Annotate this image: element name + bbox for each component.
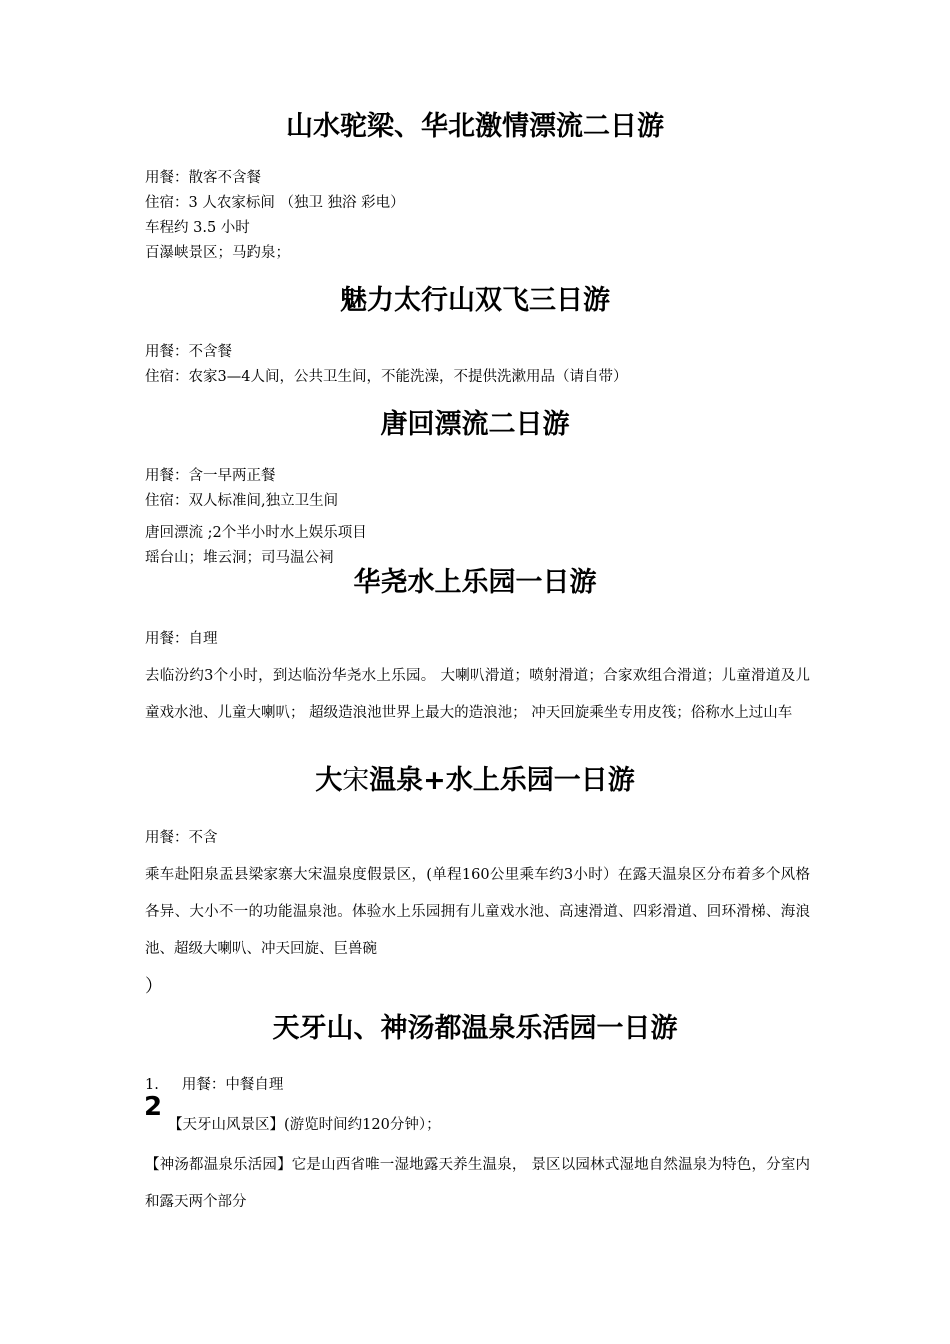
itinerary-paragraph: 【神汤都温泉乐活园】它是山西省唯一湿地露天养生温泉， 景区以园林式湿地自然温泉为特色，分室内和露天两个部分 [145,1157,810,1210]
title-part: 宋 [342,765,370,796]
lodging-info: 住宿：农家3—4人间，公共卫生间，不能洗澡，不提供洗漱用品（请自带） [145,369,628,385]
title-huayao: 华尧水上乐园一日游 [353,567,597,598]
itinerary-paragraph: 乘车赴阳泉盂县梁家寨大宋温泉度假景区，(单程160公里乘车约3小时）在露天温泉区分布着多个风格各异、大小不一的功能温泉池。体验水上乐园拥有儿童戏水池、高速滑道、四彩滑道、回环滑梯、海浪池、超级大喇叭、冲天回旋、巨兽碗 [145,867,810,957]
scenic-spots: 瑶台山；堆云洞；司马温公祠 [145,550,334,566]
meal-info: 用餐：不含餐 [145,344,232,360]
scenic-info: 【天牙山风景区】(游览时间约120分钟）； [168,1117,441,1133]
meal-info: 用餐：自理 [145,631,218,647]
meal-info: 用餐：含一早两正餐 [145,468,276,484]
itinerary-paragraph: 去临汾约3个小时，到达临汾华尧水上乐园。 大喇叭滑道；喷射滑道；合家欢组合滑道；儿童滑道及儿童戏水池、儿童大喇叭； 超级造浪池世界上最大的造浪池； 冲天回旋乘坐专用皮筏；俗称水上过山车 [145,668,810,721]
meal-info: 用餐：不含 [145,830,218,846]
drive-time: 车程约 3.5 小时 [145,220,250,236]
meal-info: 用餐：散客不含餐 [145,170,261,186]
lodging-info: 住宿：双人标准间,独立卫生间 [145,493,339,509]
title-taihang: 魅力太行山双飞三日游 [340,285,610,316]
list-number: 2 [144,1092,163,1122]
meal-info: 1. 用餐：中餐自理 [145,1077,284,1093]
title-shanshui-tuoliang: 山水驼梁、华北激情漂流二日游 [286,111,664,142]
title-tianya: 天牙山、神汤都温泉乐活园一日游 [272,1013,678,1044]
lodging-info: 住宿：3 人农家标间 （独卫 独浴 彩电） [145,195,405,211]
scenic-spots: 百瀑峡景区；马趵泉； [145,245,290,261]
title-part: 大 [315,765,343,796]
closing-paren: ） [145,976,163,997]
title-part: 温泉+水上乐园一日游 [369,765,635,796]
rafting-info: 唐回漂流 ;2个半小时水上娱乐项目 [145,525,367,541]
title-dasong [0,764,950,798]
title-tanghui: 唐回漂流二日游 [380,409,570,440]
